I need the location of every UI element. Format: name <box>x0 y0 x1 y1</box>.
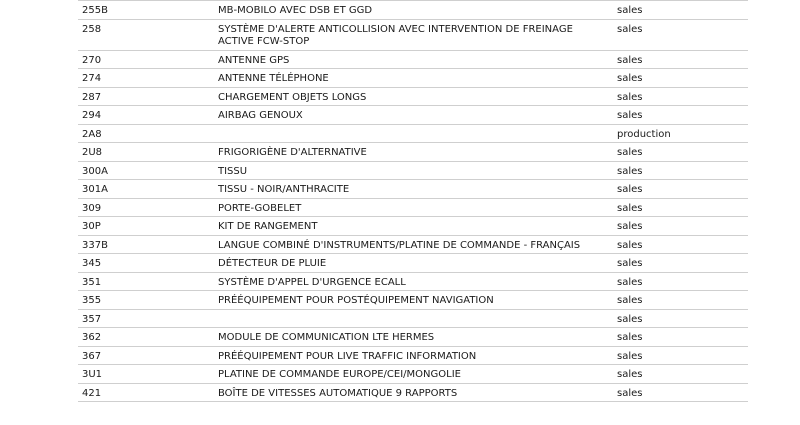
option-type: sales <box>617 369 643 380</box>
option-code: 294 <box>82 110 102 121</box>
table-row <box>78 199 748 218</box>
option-type: sales <box>617 91 643 103</box>
option-description: MB-MOBILO AVEC DSB ET GGD <box>218 5 373 16</box>
option-code: 3U1 <box>82 369 103 380</box>
table-row <box>78 162 748 181</box>
option-code: 367 <box>82 350 102 362</box>
option-description: TISSU <box>218 165 248 177</box>
option-type: sales <box>617 295 643 306</box>
option-code: 274 <box>82 73 102 84</box>
option-type: sales <box>617 23 643 35</box>
option-type: sales <box>617 258 643 269</box>
option-type: sales <box>617 332 643 343</box>
option-code: 362 <box>82 332 102 343</box>
table-row <box>78 69 748 88</box>
option-code: 255B <box>82 5 108 16</box>
table-row <box>78 180 748 199</box>
option-code: 2U8 <box>82 147 103 158</box>
table-row <box>78 1 748 20</box>
option-type: sales <box>617 387 643 399</box>
option-description: ANTENNE GPS <box>218 54 290 66</box>
option-description: PORTE-GOBELET <box>218 202 302 214</box>
option-type: sales <box>617 54 643 66</box>
option-type: sales <box>617 5 643 16</box>
table-row <box>78 328 748 347</box>
option-description: PLATINE DE COMMANDE EUROPE/CEI/MONGOLIE <box>218 369 461 380</box>
option-code: 337B <box>82 239 108 251</box>
options-table <box>78 0 748 402</box>
table-row <box>78 384 748 403</box>
option-type: sales <box>617 239 643 251</box>
option-description: LANGUE COMBINÉ D'INSTRUMENTS/PLATINE DE COMMANDE - FRANÇAIS <box>218 239 581 251</box>
option-code: 2A8 <box>82 128 102 140</box>
table-row <box>78 143 748 162</box>
option-type: sales <box>617 73 643 84</box>
option-type: sales <box>617 202 643 214</box>
table-row <box>78 88 748 107</box>
option-description: TISSU - NOIR/ANTHRACITE <box>218 184 350 195</box>
option-description: SYSTÈME D'ALERTE ANTICOLLISION AVEC INTERVENTION DE FREINAGE ACTIVE FCW-STOP <box>218 23 573 47</box>
option-code: 357 <box>82 313 102 325</box>
option-type: sales <box>617 276 643 288</box>
option-type: sales <box>617 184 643 195</box>
option-code: 421 <box>82 387 102 399</box>
table-row <box>78 254 748 273</box>
table-row <box>78 291 748 310</box>
option-description: BOÎTE DE VITESSES AUTOMATIQUE 9 RAPPORTS <box>218 387 458 399</box>
option-description: ANTENNE TÉLÉPHONE <box>218 73 329 84</box>
table-row <box>78 106 748 125</box>
option-type: production <box>617 128 671 140</box>
option-code: 345 <box>82 258 102 269</box>
option-description: SYSTÈME D'APPEL D'URGENCE ECALL <box>218 276 406 288</box>
option-description: DÉTECTEUR DE PLUIE <box>218 258 327 269</box>
table-row <box>78 125 748 144</box>
table-row <box>78 20 748 51</box>
option-type: sales <box>617 110 643 121</box>
option-description: MODULE DE COMMUNICATION LTE HERMES <box>218 332 435 343</box>
option-code: 270 <box>82 54 102 66</box>
option-code: 309 <box>82 202 102 214</box>
table-row <box>78 310 748 329</box>
table-row <box>78 51 748 70</box>
option-type: sales <box>617 350 643 362</box>
option-code: 300A <box>82 165 108 177</box>
table-row <box>78 273 748 292</box>
table-row <box>78 347 748 366</box>
option-code: 30P <box>82 221 101 232</box>
option-description: FRIGORIGÈNE D'ALTERNATIVE <box>218 147 367 158</box>
option-description: KIT DE RANGEMENT <box>218 221 318 232</box>
option-type: sales <box>617 313 643 325</box>
option-code: 301A <box>82 184 108 195</box>
option-description: CHARGEMENT OBJETS LONGS <box>218 91 367 103</box>
option-code: 351 <box>82 276 102 288</box>
table-row <box>78 365 748 384</box>
option-description: PRÉÉQUIPEMENT POUR POSTÉQUIPEMENT NAVIGATION <box>218 295 494 306</box>
option-description: AIRBAG GENOUX <box>218 110 303 121</box>
option-code: 287 <box>82 91 102 103</box>
option-type: sales <box>617 165 643 177</box>
option-code: 355 <box>82 295 102 306</box>
option-description: PRÉÉQUIPEMENT POUR LIVE TRAFFIC INFORMATION <box>218 350 477 362</box>
table-row <box>78 236 748 255</box>
option-type: sales <box>617 147 643 158</box>
option-code: 258 <box>82 23 102 35</box>
option-type: sales <box>617 221 643 232</box>
table-row <box>78 217 748 236</box>
